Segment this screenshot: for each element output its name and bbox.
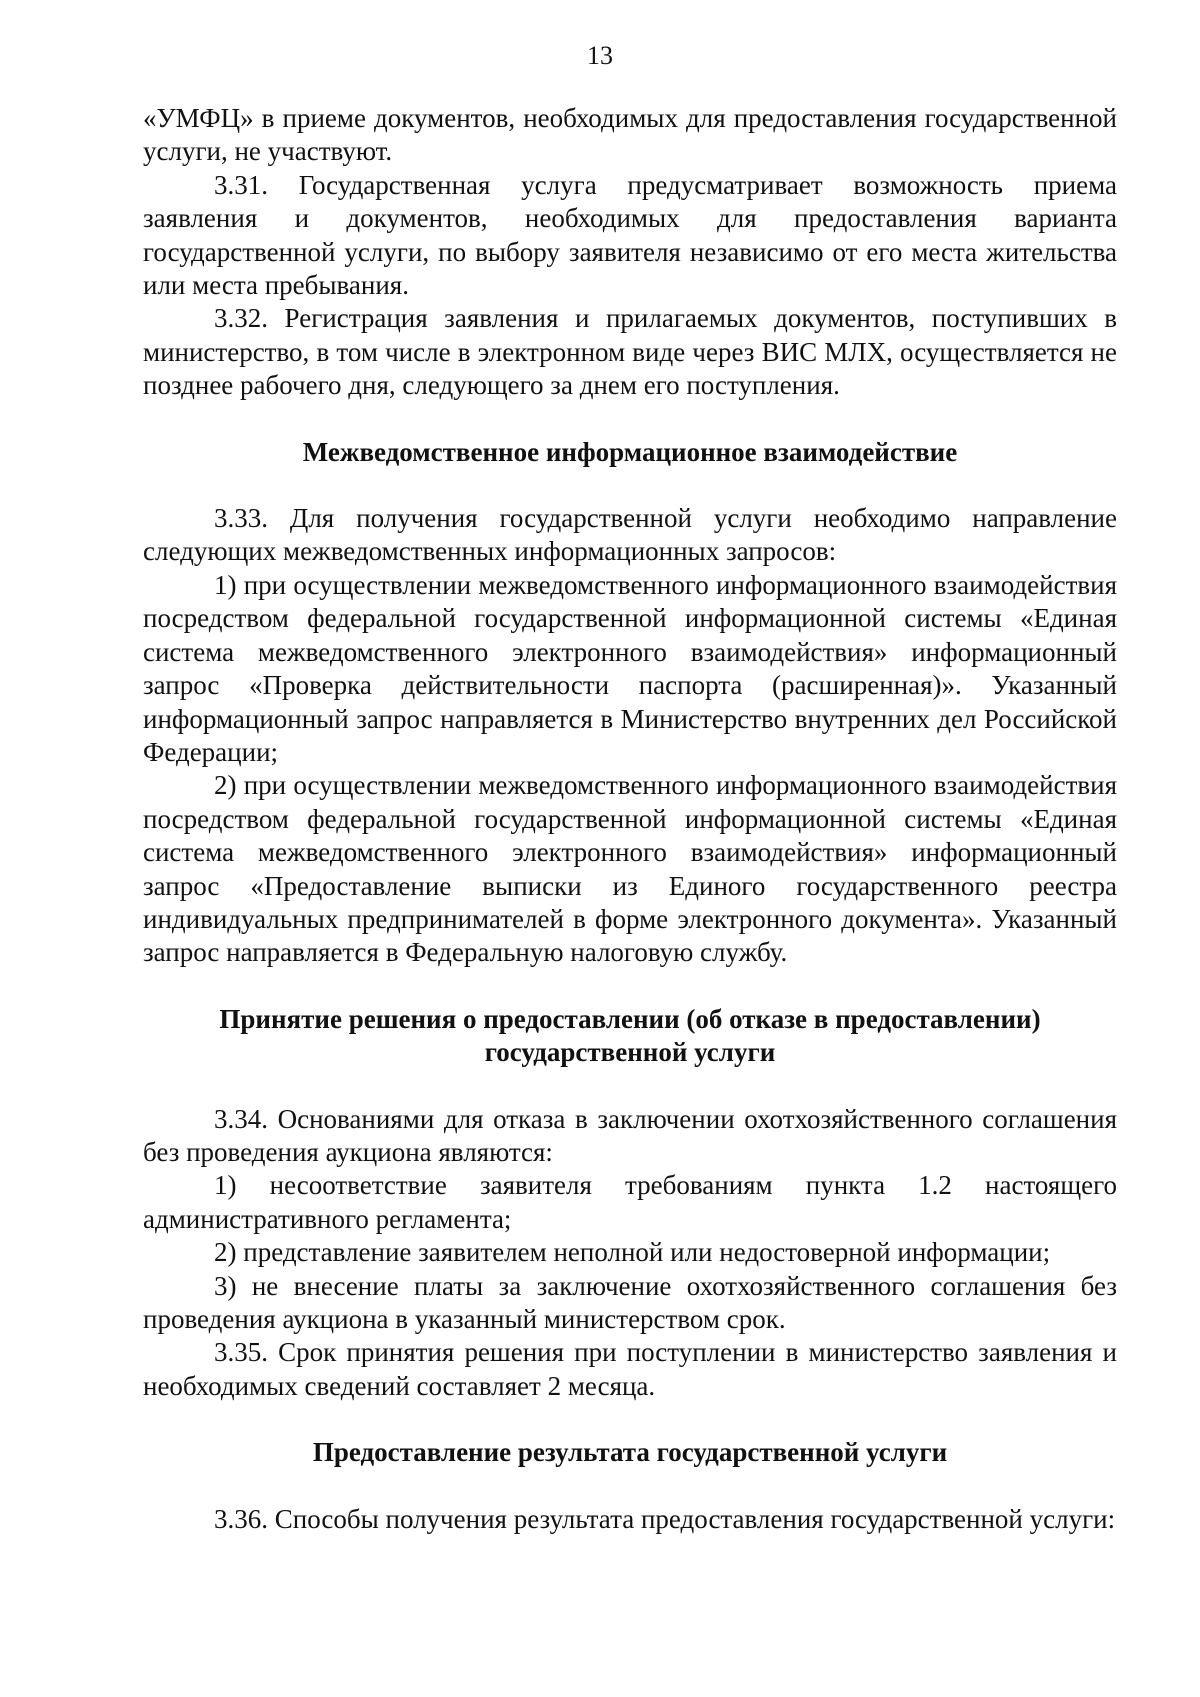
section-heading-decision [143, 1003, 1117, 1070]
list-item-3-34-3: 3) не внесение платы за заключение охотхозяйственного соглашения без проведения аукциона в указанный министерством срок. [143, 1270, 1117, 1334]
section-heading-interagency: Межведомственное информационное взаимодействие [302, 436, 958, 467]
section-heading-decision-line-2: государственной услуги [484, 1037, 776, 1068]
paragraph-3-35: 3.35. Срок принятия решения при поступлении в министерство заявления и необходимых сведений составляет 2 месяца. [143, 1337, 1117, 1401]
page-number: 13 [587, 41, 613, 70]
section-heading-result: Предоставление результата государственной услуги [312, 1437, 948, 1468]
paragraph-3-31: 3.31. Государственная услуга предусматривает возможность приема заявления и документов, необходимых для предоставления варианта государственной услуги, по выбору заявителя независимо от его места жительства или места пребывания. [143, 169, 1117, 301]
document-body [143, 102, 1117, 1536]
paragraph-umfc: «УМФЦ» в приеме документов, необходимых для предоставления государственной услуги, не участвуют. [143, 103, 1117, 167]
list-item-3-33-1: 1) при осуществлении межведомственного информационного взаимодействия посредством федеральной государственной информационной системы «Единая система межведомственного электронного взаимодействия» информационный запрос «Проверка действительности паспорта (расширенная)». Указанный информационный запрос направляется в Министерство внутренних дел Российской Федерации; [143, 569, 1117, 767]
list-item-3-34-2: 2) представление заявителем неполной или недостоверной информации; [214, 1237, 1051, 1268]
paragraph-3-33: 3.33. Для получения государственной услуги необходимо направление следующих межведомственных информационных запросов: [143, 503, 1117, 567]
list-item-3-33-2: 2) при осуществлении межведомственного информационного взаимодействия посредством федеральной государственной информационной системы «Единая система межведомственного электронного взаимодействия» информационный запрос «Предоставление выписки из Единого государственного реестра индивидуальных предпринимателей в форме электронного документа». Указанный запрос направляется в Федеральную налоговую службу. [143, 770, 1117, 968]
paragraph-3-36: 3.36. Способы получения результата предоставления государственной услуги: [214, 1503, 1116, 1534]
section-heading-decision-line-1: Принятие решения о предоставлении (об отказе в предоставлении) [219, 1003, 1041, 1034]
paragraph-3-34: 3.34. Основаниями для отказа в заключении охотхозяйственного соглашения без проведения аукциона являются: [143, 1103, 1117, 1167]
paragraph-3-32: 3.32. Регистрация заявления и прилагаемых документов, поступивших в министерство, в том числе в электронном виде через ВИС МЛХ, осуществляется не позднее рабочего дня, следующего за днем его поступления. [143, 303, 1117, 401]
list-item-3-34-1: 1) несоответствие заявителя требованиям пункта 1.2 настоящего административного регламента; [143, 1170, 1117, 1234]
